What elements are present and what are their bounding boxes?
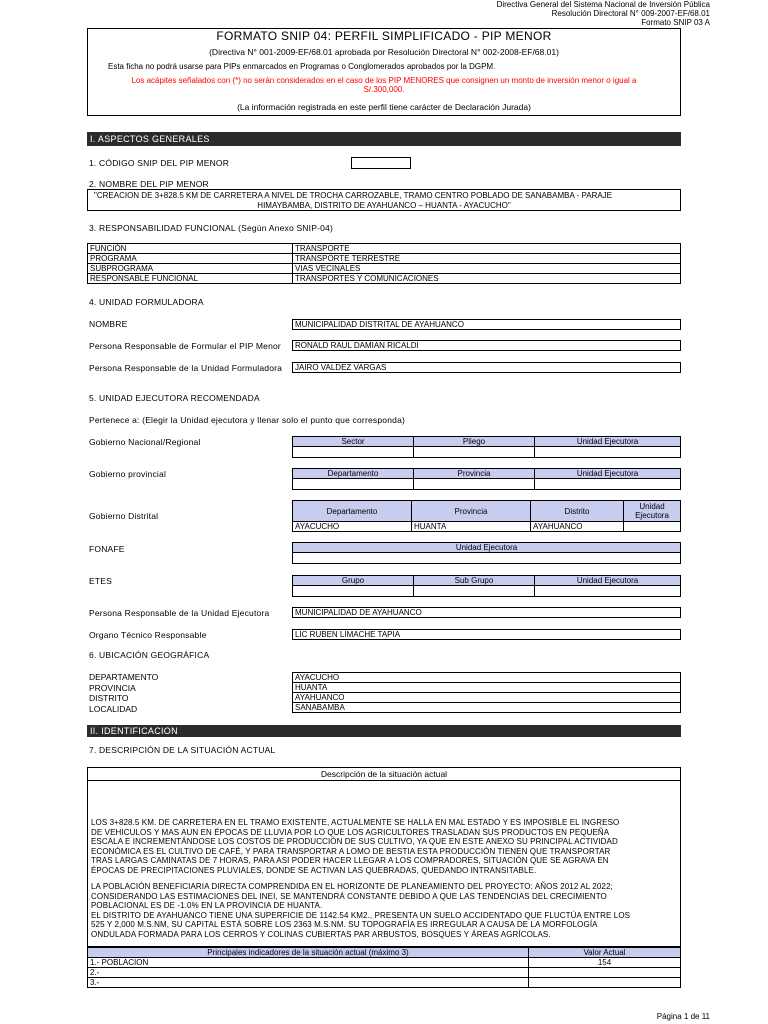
- cell-unidad-ejecutora[interactable]: [535, 447, 681, 458]
- header-line-3: Formato SNIP 03 A: [641, 18, 710, 27]
- ubic-provincia[interactable]: HUANTA: [293, 683, 681, 693]
- col-indicadores: Principales indicadores de la situación actual (máximo 3): [88, 948, 529, 958]
- section-aspectos-generales: I. ASPECTOS GENERALES: [87, 132, 681, 146]
- table-row: [293, 673, 681, 683]
- desc-line: DE VEHICULOS Y MAS AUN EN ÉPOCAS DE LLUVIA POR LO QUE LOS AGRICULTORES TRASLADAN SUS PRODUCTOS EN PEQUEÑA: [91, 827, 610, 837]
- organo-field[interactable]: LIC RUBEN LIMACHE TAPIA: [292, 629, 681, 640]
- cell-sub-grupo[interactable]: [414, 586, 535, 597]
- gob-nacional-label: Gobierno Nacional/Regional: [89, 437, 201, 447]
- desc-line: LOS 3+828.5 KM. DE CARRETERA EN EL TRAMO EXISTENTE, ACTUALMENTE SE HALLA EN MAL ESTADO Y ES IMPOSIBLE EL INGRESO: [91, 818, 620, 827]
- desc-line: ESCALA E INCREMENTÁNDOSE LOS COSTOS DE PRODUCCIÓN DE SUS CULTIVO, YA QUE EN ESTE ANEXO SU PRINCIPAL ACTIVIDAD: [91, 837, 618, 847]
- col-grupo: Grupo: [293, 576, 414, 586]
- col-pliego: Pliego: [414, 437, 535, 447]
- table-row: [293, 683, 681, 693]
- header-line-1: Directiva General del Sistema Nacional de Inversión Pública: [496, 0, 710, 9]
- desc-line: CONSIDERANDO LAS ESTIMACIONES DEL INEI, SE MANTENDRÁ CONSTANTE DEBIDO A QUE LAS TENDENCIAS DEL CRECIMIENTO: [91, 891, 607, 901]
- table-row: [293, 553, 681, 564]
- table-row: [88, 958, 681, 968]
- ubic-localidad-label: LOCALIDAD: [89, 703, 138, 714]
- desc-line: POBLACIONAL ES DE -1.0% EN LA PROVINCIA DE HUANTA.: [91, 901, 323, 911]
- organo-label: Organo Técnico Responsable: [89, 630, 207, 640]
- table-row: [88, 968, 681, 978]
- table-row: [88, 978, 681, 988]
- table-row: [293, 586, 681, 597]
- indicador-valor[interactable]: [529, 968, 681, 978]
- ubic-distrito[interactable]: AYAHUANCO: [293, 693, 681, 703]
- cell-provincia[interactable]: [414, 479, 535, 490]
- pip-name-field[interactable]: [87, 189, 681, 211]
- col-sector: Sector: [293, 437, 414, 447]
- table-row: [293, 437, 681, 447]
- cell-unidad-ejecutora[interactable]: [535, 479, 681, 490]
- pertenece-label: Pertenece a: (Elegir la Unidad ejecutora y llenar solo el punto que corresponda): [89, 415, 406, 425]
- col-unidad-ejecutora: Unidad Ejecutora: [293, 543, 681, 553]
- cell-unidad-ejecutora[interactable]: [293, 553, 681, 564]
- form-title: FORMATO SNIP 04: PERFIL SIMPLIFICADO - PIP MENOR: [216, 29, 552, 43]
- cell-provincia[interactable]: HUANTA: [412, 522, 531, 532]
- col-distrito: Distrito: [531, 501, 624, 522]
- responsabilidad-table: [87, 243, 681, 284]
- q3-label: 3. RESPONSABILIDAD FUNCIONAL (Según Anexo SNIP-04): [89, 223, 333, 233]
- col-unidad-ejecutora: Unidad Ejecutora: [624, 501, 681, 522]
- desc-line: ÉPOCAS DE PRECIPITACIONES PLUVIALES, DONDE SE ACTIVAN LAS QUEBRADAS, QUEDANDO INTRANSITABLE.: [91, 865, 537, 875]
- q6-label: 6. UBICACIÓN GEOGRÁFICA: [89, 650, 210, 660]
- descripcion-box[interactable]: [87, 767, 681, 947]
- cell-unidad-ejecutora[interactable]: [624, 522, 681, 532]
- uf-unidad-label: Persona Responsable de la Unidad Formuladora: [89, 363, 283, 373]
- desc-line: EL DISTRITO DE AYAHUANCO TIENE UNA SUPERFICIE DE 1142.54 KM2., PRESENTA UN SUELO ACCIDENTADO QUE FLUCTÚA ENTRE LOS: [91, 910, 631, 920]
- q7-label: 7. DESCRIPCIÓN DE LA SITUACIÓN ACTUAL: [89, 745, 276, 755]
- resp-key: FUNCIÓN: [88, 244, 293, 254]
- table-row: [88, 264, 681, 274]
- ubic-departamento-label: DEPARTAMENTO: [89, 672, 159, 682]
- table-row: [88, 244, 681, 254]
- q1-label: 1. CÓDIGO SNIP DEL PIP MENOR: [89, 158, 230, 168]
- resp-key: RESPONSABLE FUNCIONAL: [88, 274, 293, 284]
- col-unidad-ejecutora: Unidad Ejecutora: [535, 469, 681, 479]
- title-box: [87, 28, 681, 116]
- ubic-departamento[interactable]: AYACUCHO: [293, 673, 681, 683]
- col-unidad-ejecutora: Unidad Ejecutora: [535, 576, 681, 586]
- descripcion-header: Descripción de la situación actual: [88, 768, 680, 781]
- ubicacion-labels: [89, 672, 158, 714]
- resp-value[interactable]: TRANSPORTES Y COMUNICACIONES: [293, 274, 681, 284]
- uf-nombre-label: NOMBRE: [89, 319, 128, 329]
- cell-unidad-ejecutora[interactable]: [535, 586, 681, 597]
- indicadores-table: [87, 947, 681, 988]
- ubic-localidad[interactable]: SANABAMBA: [293, 703, 681, 713]
- note-acapites: Los acápites señalados con (*) no serán considerados en el caso de los PIP MENORES que consignen un monto de inversión menor o igual a: [131, 76, 637, 85]
- ubic-provincia-label: PROVINCIA: [89, 682, 136, 693]
- codigo-snip-field[interactable]: [351, 157, 411, 169]
- uf-resp-field[interactable]: RONALD RAUL DAMIAN RICALDI: [292, 340, 681, 351]
- gob-distrital-label: Gobierno Distrital: [89, 511, 159, 521]
- col-departamento: Departamento: [293, 469, 414, 479]
- fonafe-label: FONAFE: [89, 544, 125, 554]
- descripcion-parrafo-1: [91, 818, 677, 876]
- indicador-valor[interactable]: [529, 978, 681, 988]
- resp-key: SUBPROGRAMA: [88, 264, 293, 274]
- resp-value[interactable]: TRANSPORTE TERRESTRE: [293, 254, 681, 264]
- declaracion-jurada: (La información registrada en este perfil tiene carácter de Declaración Jurada): [237, 102, 531, 112]
- indicador-name[interactable]: 1.- POBLACION: [88, 958, 529, 968]
- desc-line: LA POBLACIÓN BENEFICIARIA DIRECTA COMPRENDIDA EN EL HORIZONTE DE PLANEAMIENTO DEL PROYECTO: AÑOS 2012 AL 2022;: [91, 882, 613, 891]
- pip-name-line-1: "CREACION DE 3+828.5 KM DE CARRETERA A NIVEL DE TROCHA CARROZABLE, TRAMO CENTRO POBLADO DE SANABAMBA - PARAJE: [94, 191, 613, 200]
- uf-nombre-field[interactable]: MUNICIPALIDAD DISTRITAL DE AYAHUANCO: [292, 319, 681, 330]
- table-row: [293, 447, 681, 458]
- desc-line: TRAS LARGAS CAMINATAS DE 7 HORAS, PARA ASI PODER HACER LLEGAR A LOS COMPRADORES, SITUACIÓN QUE SE AGRAVA EN: [91, 856, 609, 866]
- note-programas: Esta ficha no podrá usarse para PIPs enmarcados en Programas o Conglomerados aprobados por la DGPM.: [108, 62, 496, 71]
- page-number: Página 1 de 11: [656, 1012, 710, 1021]
- gob-distrital-table: [292, 500, 681, 532]
- fonafe-table: [292, 542, 681, 564]
- ubicacion-table: [292, 672, 681, 713]
- table-row: [88, 254, 681, 264]
- etes-table: [292, 575, 681, 597]
- gob-provincial-label: Gobierno provincial: [89, 469, 167, 479]
- gob-provincial-table: [292, 468, 681, 490]
- section-identificacion: II. IDENTIFICACION: [87, 725, 681, 737]
- col-unidad-ejecutora: Unidad Ejecutora: [535, 437, 681, 447]
- table-row: [88, 274, 681, 284]
- indicador-name[interactable]: 3.-: [88, 978, 529, 988]
- gob-nacional-table: [292, 436, 681, 458]
- desc-line: 525 Y 2,000 M.S.NM, SU CAPITAL ESTÁ SOBRE LOS 2363 M.S.NM. SU TOPOGRAFÍA ES IRREGULAR A CAUSA DE LA MORFOLOGÍA: [91, 920, 598, 930]
- table-row: [293, 703, 681, 713]
- desc-line: ECONÓMICA ES EL CULTIVO DE CAFÉ, Y PARA TRANSPORTAR A LOMO DE BESTIA ESTA PRODUCCIÓN TIENEN QUE TRANSPORTAR: [91, 846, 611, 856]
- cell-distrito[interactable]: AYAHUANCO: [531, 522, 624, 532]
- cell-departamento[interactable]: AYACUCHO: [293, 522, 412, 532]
- pip-name-line-2: HIMAYBAMBA, DISTRITO DE AYAHUANCO – HUANTA - AYACUCHO": [257, 201, 511, 210]
- header-line-2: Resolución Directoral N° 009-2007-EF/68.01: [551, 9, 710, 18]
- q5-label: 5. UNIDAD EJECUTORA RECOMENDADA: [89, 393, 260, 403]
- table-row: [293, 469, 681, 479]
- cell-grupo[interactable]: [293, 586, 414, 597]
- col-valor-actual: Valor Actual: [529, 948, 681, 958]
- directiva-text: (Directiva N° 001-2009-EF/68.01 aprobada por Resolución Directoral N° 002-2008-EF/68.01): [209, 47, 559, 57]
- indicador-name[interactable]: 2.-: [88, 968, 529, 978]
- header-directiva: [497, 0, 710, 27]
- col-provincia: Provincia: [412, 501, 531, 522]
- uf-unidad-field[interactable]: JAIRO VALDEZ VARGAS: [292, 362, 681, 373]
- resp-key: PROGRAMA: [88, 254, 293, 264]
- table-row: [293, 479, 681, 490]
- q2-label: 2. NOMBRE DEL PIP MENOR: [89, 179, 209, 189]
- table-row: [88, 948, 681, 958]
- ue-resp-field[interactable]: MUNICIPALIDAD DE AYAHUANCO: [292, 607, 681, 618]
- cell-pliego[interactable]: [414, 447, 535, 458]
- resp-value[interactable]: VIAS VECINALES: [293, 264, 681, 274]
- uf-resp-label: Persona Responsable de Formular el PIP Menor: [89, 341, 281, 351]
- cell-departamento[interactable]: [293, 479, 414, 490]
- table-row: [293, 543, 681, 553]
- cell-sector[interactable]: [293, 447, 414, 458]
- resp-value[interactable]: TRANSPORTE: [293, 244, 681, 254]
- q4-label: 4. UNIDAD FORMULADORA: [89, 297, 204, 307]
- col-sub-grupo: Sub Grupo: [414, 576, 535, 586]
- table-row: [293, 576, 681, 586]
- descripcion-parrafo-2: [91, 882, 677, 940]
- table-row: [293, 693, 681, 703]
- indicador-valor[interactable]: 154: [529, 958, 681, 968]
- table-row: [293, 501, 681, 522]
- col-departamento: Departamento: [293, 501, 412, 522]
- ubic-distrito-label: DISTRITO: [89, 693, 129, 703]
- etes-label: ETES: [89, 576, 113, 586]
- table-row: [293, 522, 681, 532]
- desc-line: ONDULADA FORMADA PARA LOS CERROS Y COLINAS CUBIERTAS PAR ARBUSTOS, BOSQUES Y ÁREAS AGRÍCOLAS.: [91, 929, 551, 939]
- note-monto: S/.300,000.: [363, 85, 405, 94]
- col-provincia: Provincia: [414, 469, 535, 479]
- ue-resp-label: Persona Responsable de la Unidad Ejecutora: [89, 608, 270, 618]
